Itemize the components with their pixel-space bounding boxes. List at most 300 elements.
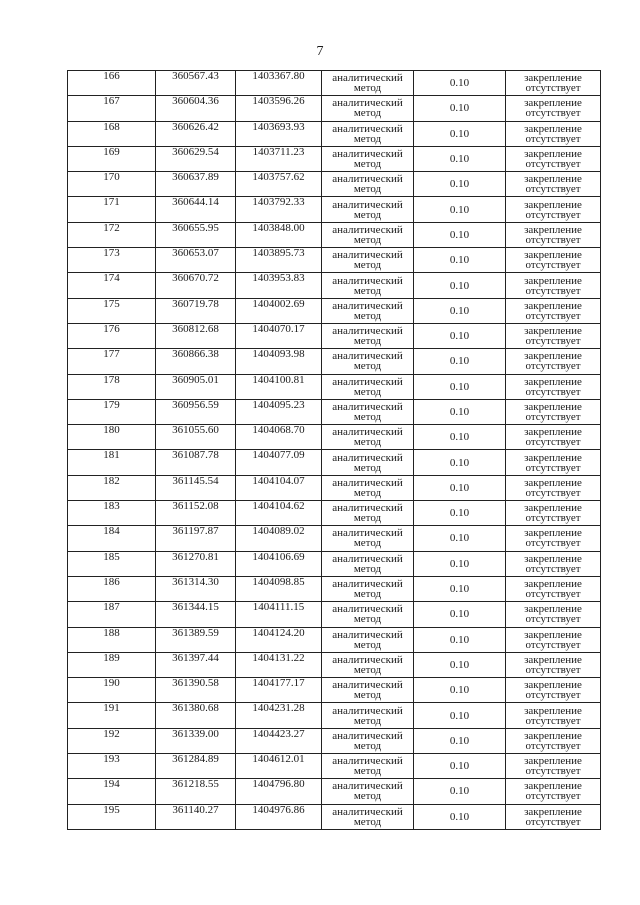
- method-line1: аналитический: [332, 476, 403, 489]
- coord-y: 1404104.62: [236, 501, 322, 526]
- coord-x: 360626.42: [156, 121, 236, 146]
- fix-line1: закрепление: [524, 325, 582, 338]
- table-row: [68, 323, 601, 348]
- method-line1: аналитический: [332, 325, 403, 338]
- table-row: [68, 172, 601, 197]
- fix-line1: закрепление: [524, 527, 582, 540]
- coord-y: 1404106.69: [236, 551, 322, 576]
- fix-line2: отсутствует: [525, 360, 581, 373]
- table-row: [68, 804, 601, 829]
- method-line2: метод: [353, 436, 382, 449]
- coord-x: 360604.36: [156, 96, 236, 121]
- method-cell: [322, 121, 414, 146]
- fix-line1: закрепление: [524, 628, 582, 641]
- coord-x: 361314.30: [156, 576, 236, 601]
- method-cell: [322, 399, 414, 424]
- method-cell: [322, 323, 414, 348]
- fix-line1: закрепление: [524, 653, 582, 666]
- fixation-cell: [506, 399, 601, 424]
- coord-y: 1404104.07: [236, 475, 322, 500]
- point-number: 177: [68, 349, 156, 374]
- fix-line1: закрепление: [524, 223, 582, 236]
- point-number: 192: [68, 728, 156, 753]
- method-cell: [322, 96, 414, 121]
- coord-x: 361339.00: [156, 728, 236, 753]
- fix-line1: закрепление: [524, 249, 582, 262]
- error-cell: 0.10: [414, 197, 506, 222]
- fix-line2: отсутствует: [525, 132, 581, 145]
- coord-y: 1404068.70: [236, 425, 322, 450]
- method-line1: аналитический: [332, 653, 403, 666]
- method-line2: метод: [353, 158, 382, 171]
- method-cell: [322, 349, 414, 374]
- method-line1: аналитический: [332, 451, 403, 464]
- point-number: 180: [68, 425, 156, 450]
- point-number: 191: [68, 703, 156, 728]
- method-line1: аналитический: [332, 704, 403, 717]
- fix-line2: отсутствует: [525, 689, 581, 702]
- method-line2: метод: [353, 132, 382, 145]
- fix-line1: закрепление: [524, 401, 582, 413]
- method-line2: метод: [353, 613, 382, 626]
- method-line2: метод: [353, 183, 382, 196]
- fixation-cell: [506, 349, 601, 374]
- coord-y: 1403757.62: [236, 172, 322, 197]
- table-row: [68, 728, 601, 753]
- method-line1: аналитический: [332, 679, 403, 692]
- fix-line2: отсутствует: [525, 385, 581, 398]
- method-line2: метод: [353, 309, 382, 322]
- method-cell: [322, 703, 414, 728]
- fix-line1: закрепление: [524, 476, 582, 489]
- fixation-cell: [506, 551, 601, 576]
- fix-line1: закрепление: [524, 97, 582, 110]
- error-cell: 0.10: [414, 703, 506, 728]
- method-cell: [322, 551, 414, 576]
- method-line1: аналитический: [332, 426, 403, 439]
- method-line2: метод: [353, 739, 382, 752]
- coord-x: 360905.01: [156, 374, 236, 399]
- fix-line2: отсутствует: [525, 259, 581, 272]
- fix-line1: закрепление: [524, 729, 582, 742]
- table-row: [68, 349, 601, 374]
- fix-line2: отсутствует: [525, 714, 581, 727]
- method-line2: метод: [353, 82, 382, 95]
- fix-line2: отсутствует: [525, 562, 581, 575]
- fix-line2: отсутствует: [525, 512, 581, 525]
- method-line1: аналитический: [332, 375, 403, 388]
- method-line2: метод: [353, 461, 382, 474]
- fixation-cell: [506, 652, 601, 677]
- fix-line1: закрепление: [524, 578, 582, 591]
- table-row: [68, 602, 601, 627]
- coord-y: 1404077.09: [236, 450, 322, 475]
- coord-x: 360653.07: [156, 248, 236, 273]
- method-cell: [322, 374, 414, 399]
- coord-y: 1404976.86: [236, 804, 322, 829]
- coord-x: 360719.78: [156, 298, 236, 323]
- coord-y: 1404089.02: [236, 526, 322, 551]
- point-number: 178: [68, 374, 156, 399]
- fix-line2: отсутствует: [525, 183, 581, 196]
- fixation-cell: [506, 526, 601, 551]
- point-number: 181: [68, 450, 156, 475]
- method-cell: [322, 222, 414, 247]
- fixation-cell: [506, 71, 601, 96]
- fix-line2: отсутствует: [525, 82, 581, 95]
- method-cell: [322, 450, 414, 475]
- coord-x: 361140.27: [156, 804, 236, 829]
- table-row: [68, 399, 601, 424]
- method-line1: аналитический: [332, 805, 403, 818]
- point-number: 179: [68, 399, 156, 424]
- coord-x: 361389.59: [156, 627, 236, 652]
- method-line2: метод: [353, 689, 382, 702]
- point-number: 187: [68, 602, 156, 627]
- method-cell: [322, 754, 414, 779]
- method-cell: [322, 804, 414, 829]
- error-cell: 0.10: [414, 779, 506, 804]
- coord-x: 361390.58: [156, 678, 236, 703]
- method-cell: [322, 526, 414, 551]
- fix-line1: закрепление: [524, 173, 582, 186]
- error-cell: 0.10: [414, 526, 506, 551]
- fix-line1: закрепление: [524, 426, 582, 439]
- method-line2: метод: [353, 663, 382, 676]
- error-cell: 0.10: [414, 576, 506, 601]
- point-number: 166: [68, 71, 156, 96]
- method-line1: аналитический: [332, 780, 403, 793]
- coord-y: 1404124.20: [236, 627, 322, 652]
- coord-x: 360644.14: [156, 197, 236, 222]
- table-row: [68, 248, 601, 273]
- point-number: 190: [68, 678, 156, 703]
- fixation-cell: [506, 576, 601, 601]
- coord-x: 361145.54: [156, 475, 236, 500]
- method-line2: метод: [353, 107, 382, 120]
- table-row: [68, 475, 601, 500]
- table-row: [68, 273, 601, 298]
- coord-y: 1403953.83: [236, 273, 322, 298]
- method-line2: метод: [353, 411, 382, 423]
- coordinates-table: [67, 70, 601, 830]
- table-row: [68, 197, 601, 222]
- coord-x: 360956.59: [156, 399, 236, 424]
- method-line2: метод: [353, 714, 382, 727]
- method-line2: метод: [353, 765, 382, 778]
- page-number: 7: [316, 44, 324, 59]
- fixation-cell: [506, 501, 601, 526]
- error-cell: 0.10: [414, 652, 506, 677]
- fixation-cell: [506, 703, 601, 728]
- fix-line1: закрепление: [524, 552, 582, 565]
- fixation-cell: [506, 627, 601, 652]
- table-row: [68, 551, 601, 576]
- error-cell: 0.10: [414, 602, 506, 627]
- error-cell: 0.10: [414, 627, 506, 652]
- point-number: 168: [68, 121, 156, 146]
- point-number: 184: [68, 526, 156, 551]
- error-cell: 0.10: [414, 298, 506, 323]
- point-number: 176: [68, 323, 156, 348]
- method-line1: аналитический: [332, 628, 403, 641]
- error-cell: 0.10: [414, 248, 506, 273]
- method-cell: [322, 627, 414, 652]
- method-line2: метод: [353, 512, 382, 525]
- method-line1: аналитический: [332, 274, 403, 287]
- fix-line2: отсутствует: [525, 158, 581, 171]
- coord-y: 1404098.85: [236, 576, 322, 601]
- fix-line2: отсутствует: [525, 815, 581, 828]
- fix-line1: закрепление: [524, 299, 582, 312]
- fix-line1: закрепление: [524, 679, 582, 692]
- fixation-cell: [506, 248, 601, 273]
- error-cell: 0.10: [414, 678, 506, 703]
- coord-y: 1404612.01: [236, 754, 322, 779]
- coord-x: 360629.54: [156, 146, 236, 171]
- method-line1: аналитический: [332, 729, 403, 742]
- error-cell: 0.10: [414, 121, 506, 146]
- method-cell: [322, 298, 414, 323]
- method-line1: аналитический: [332, 299, 403, 312]
- method-cell: [322, 652, 414, 677]
- coord-x: 360866.38: [156, 349, 236, 374]
- fixation-cell: [506, 728, 601, 753]
- fix-line2: отсутствует: [525, 208, 581, 221]
- error-cell: 0.10: [414, 425, 506, 450]
- fix-line2: отсутствует: [525, 613, 581, 626]
- method-line1: аналитический: [332, 198, 403, 211]
- method-line2: метод: [353, 790, 382, 803]
- table-row: [68, 121, 601, 146]
- coord-x: 361344.15: [156, 602, 236, 627]
- method-line2: метод: [353, 360, 382, 373]
- method-cell: [322, 475, 414, 500]
- fix-line2: отсутствует: [525, 107, 581, 120]
- fixation-cell: [506, 804, 601, 829]
- coord-x: 361055.60: [156, 425, 236, 450]
- table-body: [68, 71, 601, 830]
- method-cell: [322, 248, 414, 273]
- point-number: 186: [68, 576, 156, 601]
- method-line2: метод: [353, 233, 382, 246]
- error-cell: 0.10: [414, 475, 506, 500]
- coord-y: 1403693.93: [236, 121, 322, 146]
- coord-y: 1404111.15: [236, 602, 322, 627]
- fixation-cell: [506, 374, 601, 399]
- fix-line1: закрепление: [524, 502, 582, 515]
- coord-y: 1404070.17: [236, 323, 322, 348]
- fix-line1: закрепление: [524, 603, 582, 616]
- fix-line2: отсутствует: [525, 588, 581, 601]
- fix-line1: закрепление: [524, 704, 582, 717]
- point-number: 194: [68, 779, 156, 804]
- fixation-cell: [506, 602, 601, 627]
- method-cell: [322, 501, 414, 526]
- method-line1: аналитический: [332, 502, 403, 515]
- table-row: [68, 222, 601, 247]
- coord-y: 1404796.80: [236, 779, 322, 804]
- method-line2: метод: [353, 638, 382, 651]
- fixation-cell: [506, 779, 601, 804]
- method-cell: [322, 71, 414, 96]
- coord-x: 361218.55: [156, 779, 236, 804]
- method-line1: аналитический: [332, 148, 403, 161]
- coord-x: 361197.87: [156, 526, 236, 551]
- table-row: [68, 703, 601, 728]
- fix-line1: закрепление: [524, 198, 582, 211]
- error-cell: 0.10: [414, 172, 506, 197]
- fix-line2: отсутствует: [525, 436, 581, 449]
- error-cell: 0.10: [414, 804, 506, 829]
- method-line1: аналитический: [332, 97, 403, 110]
- error-cell: 0.10: [414, 754, 506, 779]
- table-row: [68, 425, 601, 450]
- fix-line2: отсутствует: [525, 663, 581, 676]
- error-cell: 0.10: [414, 96, 506, 121]
- table-row: [68, 96, 601, 121]
- fixation-cell: [506, 96, 601, 121]
- table-row: [68, 71, 601, 96]
- method-line1: аналитический: [332, 249, 403, 262]
- error-cell: 0.10: [414, 222, 506, 247]
- error-cell: 0.10: [414, 146, 506, 171]
- method-line1: аналитический: [332, 173, 403, 186]
- fixation-cell: [506, 450, 601, 475]
- method-line1: аналитический: [332, 122, 403, 135]
- fix-line1: закрепление: [524, 451, 582, 464]
- point-number: 185: [68, 551, 156, 576]
- coord-y: 1404100.81: [236, 374, 322, 399]
- coord-x: 361270.81: [156, 551, 236, 576]
- coord-x: 361087.78: [156, 450, 236, 475]
- coord-x: 360812.68: [156, 323, 236, 348]
- coord-x: 361152.08: [156, 501, 236, 526]
- point-number: 174: [68, 273, 156, 298]
- coord-x: 360670.72: [156, 273, 236, 298]
- method-line1: аналитический: [332, 72, 403, 85]
- fixation-cell: [506, 222, 601, 247]
- method-line2: метод: [353, 562, 382, 575]
- fixation-cell: [506, 754, 601, 779]
- point-number: 182: [68, 475, 156, 500]
- point-number: 172: [68, 222, 156, 247]
- point-number: 195: [68, 804, 156, 829]
- error-cell: 0.10: [414, 71, 506, 96]
- fix-line2: отсутствует: [525, 309, 581, 322]
- error-cell: 0.10: [414, 323, 506, 348]
- coord-x: 361284.89: [156, 754, 236, 779]
- method-cell: [322, 728, 414, 753]
- fix-line2: отсутствует: [525, 284, 581, 297]
- point-number: 189: [68, 652, 156, 677]
- coord-y: 1403367.80: [236, 71, 322, 96]
- method-line2: метод: [353, 537, 382, 550]
- table-row: [68, 374, 601, 399]
- error-cell: 0.10: [414, 349, 506, 374]
- method-line1: аналитический: [332, 552, 403, 565]
- fix-line1: закрепление: [524, 274, 582, 287]
- table-row: [68, 576, 601, 601]
- table-row: [68, 501, 601, 526]
- point-number: 175: [68, 298, 156, 323]
- fixation-cell: [506, 323, 601, 348]
- coord-x: 360637.89: [156, 172, 236, 197]
- coord-x: 360567.43: [156, 71, 236, 96]
- method-line1: аналитический: [332, 755, 403, 768]
- method-line1: аналитический: [332, 401, 403, 413]
- fixation-cell: [506, 475, 601, 500]
- method-line1: аналитический: [332, 603, 403, 616]
- fix-line1: закрепление: [524, 122, 582, 135]
- fixation-cell: [506, 425, 601, 450]
- fix-line2: отсутствует: [525, 537, 581, 550]
- coord-y: 1404423.27: [236, 728, 322, 753]
- error-cell: 0.10: [414, 450, 506, 475]
- fixation-cell: [506, 273, 601, 298]
- method-line1: аналитический: [332, 578, 403, 591]
- point-number: 171: [68, 197, 156, 222]
- method-cell: [322, 779, 414, 804]
- fix-line2: отсутствует: [525, 461, 581, 474]
- table-row: [68, 298, 601, 323]
- error-cell: 0.10: [414, 374, 506, 399]
- method-line2: метод: [353, 284, 382, 297]
- fix-line1: закрепление: [524, 805, 582, 818]
- method-line1: аналитический: [332, 223, 403, 236]
- fix-line1: закрепление: [524, 350, 582, 363]
- method-line2: метод: [353, 486, 382, 499]
- coord-y: 1404131.22: [236, 652, 322, 677]
- fixation-cell: [506, 121, 601, 146]
- coord-x: 361380.68: [156, 703, 236, 728]
- error-cell: 0.10: [414, 551, 506, 576]
- method-cell: [322, 172, 414, 197]
- fixation-cell: [506, 678, 601, 703]
- point-number: 188: [68, 627, 156, 652]
- error-cell: 0.10: [414, 501, 506, 526]
- coord-y: 1403792.33: [236, 197, 322, 222]
- method-cell: [322, 576, 414, 601]
- method-line2: метод: [353, 208, 382, 221]
- fixation-cell: [506, 298, 601, 323]
- method-cell: [322, 425, 414, 450]
- error-cell: 0.10: [414, 728, 506, 753]
- method-line2: метод: [353, 588, 382, 601]
- fixation-cell: [506, 146, 601, 171]
- fix-line2: отсутствует: [525, 335, 581, 348]
- coord-y: 1403848.00: [236, 222, 322, 247]
- fix-line1: закрепление: [524, 375, 582, 388]
- table-row: [68, 627, 601, 652]
- method-cell: [322, 678, 414, 703]
- method-cell: [322, 197, 414, 222]
- method-line2: метод: [353, 259, 382, 272]
- method-line2: метод: [353, 385, 382, 398]
- table-row: [68, 450, 601, 475]
- table-row: [68, 678, 601, 703]
- table-row: [68, 754, 601, 779]
- fix-line2: отсутствует: [525, 765, 581, 778]
- table-row: [68, 146, 601, 171]
- fix-line2: отсутствует: [525, 411, 581, 423]
- coord-y: 1403596.26: [236, 96, 322, 121]
- method-line2: метод: [353, 815, 382, 828]
- table-row: [68, 652, 601, 677]
- method-cell: [322, 146, 414, 171]
- coord-y: 1403895.73: [236, 248, 322, 273]
- fix-line2: отсутствует: [525, 486, 581, 499]
